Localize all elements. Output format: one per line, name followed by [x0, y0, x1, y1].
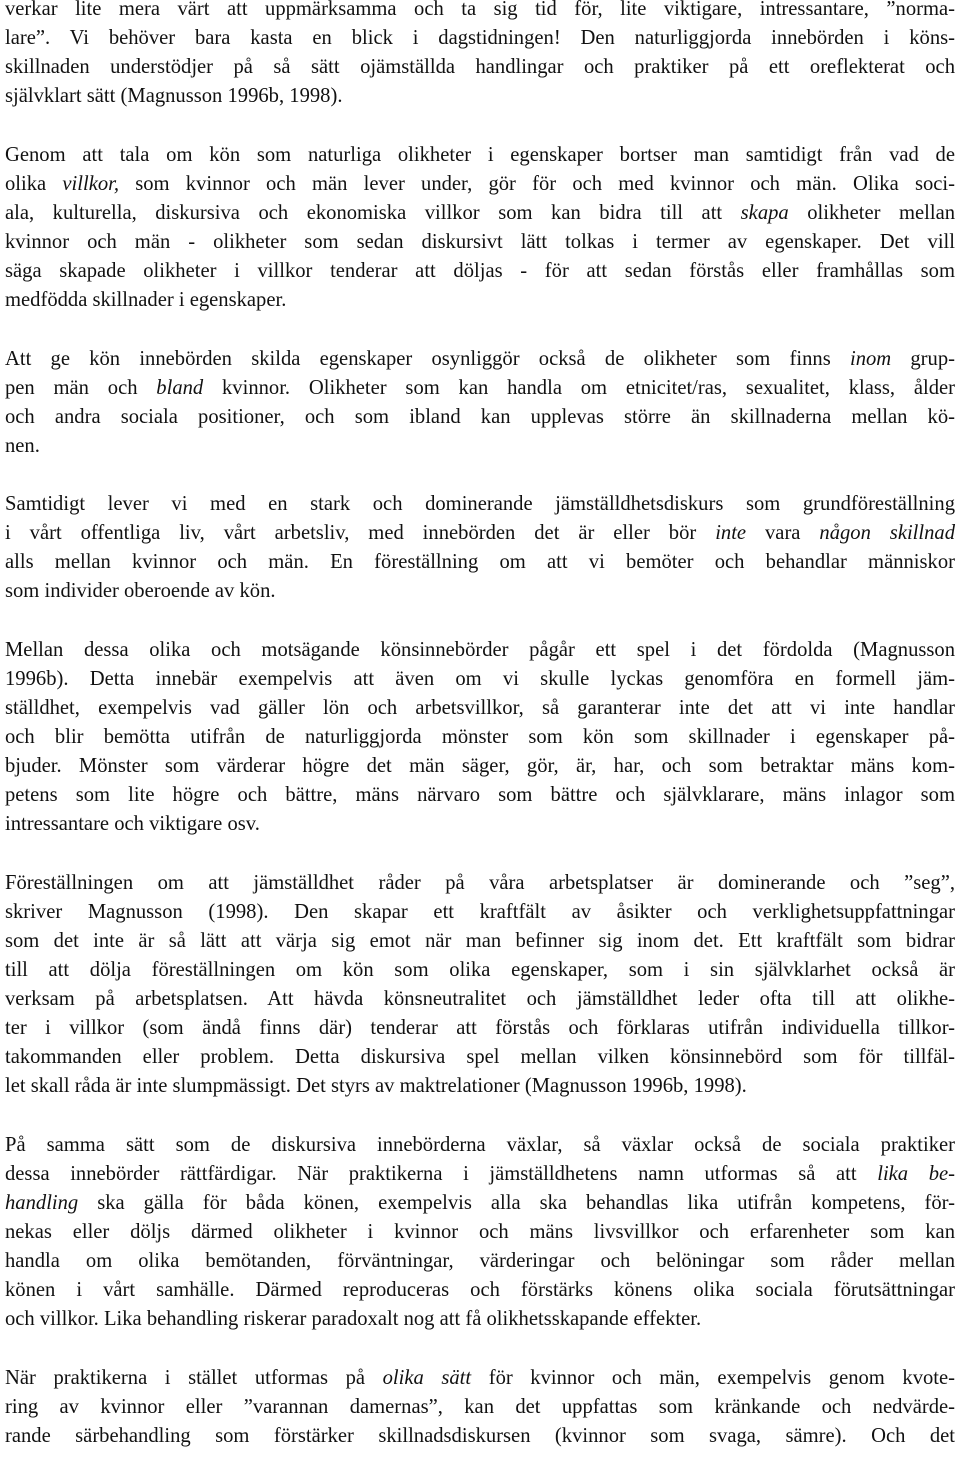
- text-line: alls mellan kvinnor och män. En föreställning om att vi bemöter och behandlar människor: [5, 551, 955, 574]
- text-line: handling ska gälla för båda könen, exempelvis alla ska behandlas lika utifrån kompetens, för-: [5, 1192, 955, 1215]
- paragraph-7: [5, 1364, 955, 1451]
- text-line: skriver Magnusson (1998). Den skapar ett kraftfält av åsikter och verklighetsuppfattningar: [5, 900, 955, 923]
- text-line: Att ge kön innebörden skilda egenskaper osynliggör också de olikheter som finns inom grup-: [5, 347, 955, 370]
- document-page: [5, 0, 955, 1480]
- paragraph-5: [5, 869, 955, 1102]
- text-line: På samma sätt som de diskursiva innebörderna växlar, så växlar också de sociala praktiker: [5, 1133, 955, 1156]
- text-line: petens som lite högre och bättre, mäns närvaro som bättre och självklarare, mäns inlagor som: [5, 784, 955, 807]
- paragraph-4: [5, 636, 955, 840]
- text-line: takommanden eller problem. Detta diskursiva spel mellan vilken könsinnebörd som för tillfäl-: [5, 1046, 955, 1069]
- paragraph-0: [5, 0, 955, 111]
- text-line: ala, kulturella, diskursiva och ekonomiska villkor som kan bidra till att skapa olikheter mellan: [5, 201, 956, 224]
- text-line: könen i vårt samhälle. Därmed reproduceras och förstärks könens olika sociala förutsättningar: [5, 1279, 955, 1302]
- text-line: olika villkor, som kvinnor och män lever under, gör för och med kvinnor och män. Olika soci-: [5, 172, 955, 195]
- text-line: lare”. Vi behöver bara kasta en blick i dagstidningen! Den naturliggjorda innebörden i köns-: [5, 27, 955, 50]
- text-line: självklart sätt (Magnusson 1996b, 1998).: [5, 85, 343, 108]
- text-line: handla om olika bemötanden, förväntningar, värderingar och belöningar som råder mellan: [5, 1250, 955, 1273]
- text-line: till att dölja föreställningen om kön som olika egenskaper, som i sin självklarhet också är: [5, 959, 955, 982]
- text-line: som det inte är så lätt att värja sig emot när man befinner sig inom det. Ett kraftfält som bidrar: [5, 930, 955, 953]
- paragraph-2: [5, 345, 955, 461]
- text-line: kvinnor och män - olikheter som sedan diskursivt lätt tolkas i termer av egenskaper. Det vill: [5, 230, 955, 253]
- text-line: Samtidigt lever vi med en stark och dominerande jämställdhetsdiskurs som grundföreställning: [5, 493, 955, 516]
- text-line: medfödda skillnader i egenskaper.: [5, 289, 287, 312]
- text-line: intressantare och viktigare osv.: [5, 813, 260, 836]
- paragraph-6: [5, 1131, 955, 1335]
- text-line: Föreställningen om att jämställdhet råder på våra arbetsplatser är dominerande och ”seg”,: [5, 871, 955, 894]
- paragraph-1: [5, 141, 955, 316]
- text-line: nen.: [5, 434, 40, 457]
- text-line: let skall råda är inte slumpmässigt. Det styrs av maktrelationer (Magnusson 1996b, 1998).: [5, 1075, 747, 1098]
- text-line: och andra sociala positioner, och som ibland kan upplevas större än skillnaderna mellan kö-: [5, 405, 955, 428]
- text-line: pen män och bland kvinnor. Olikheter som kan handla om etnicitet/ras, sexualitet, klass, ålder: [5, 376, 955, 399]
- text-line: ter i villkor (som ändå finns där) tenderar att förstås och förklaras utifrån individuella tillkor-: [5, 1017, 955, 1040]
- text-line: rande särbehandling som förstärker skillnadsdiskursen (kvinnor som svaga, sämre). Och det: [5, 1425, 955, 1448]
- text-line: säga skapade olikheter i villkor tenderar att döljas - för att sedan förstås eller framhållas som: [5, 260, 955, 283]
- text-line: och villkor. Lika behandling riskerar paradoxalt nog att få olikhetsskapande effekter.: [5, 1308, 702, 1331]
- text-line: verksam på arbetsplatsen. Att hävda könsneutralitet och jämställdhet leder ofta till att olikhe-: [5, 988, 955, 1011]
- text-line: som individer oberoende av kön.: [5, 580, 276, 603]
- paragraph-3: [5, 490, 955, 606]
- text-line: När praktikerna i stället utformas på olika sätt för kvinnor och män, exempelvis genom kvote-: [5, 1366, 956, 1389]
- text-line: verkar lite mera värt att uppmärksamma och ta sig tid för, lite viktigare, intressantare, ”norma-: [5, 0, 955, 20]
- text-line: ring av kvinnor eller ”varannan damernas”, kan det uppfattas som kränkande och nedvärde-: [5, 1395, 955, 1418]
- text-line: och blir bemötta utifrån de naturliggjorda mönster som kön som skillnader i egenskaper på-: [5, 726, 955, 749]
- text-line: dessa innebörder rättfärdigar. När praktikerna i jämställdhetens namn utformas så att lika be-: [5, 1162, 955, 1185]
- text-line: skillnaden understödjer på så sätt ojämställda handlingar och praktiker på ett oreflekterat och: [5, 56, 955, 79]
- text-line: ställdhet, exempelvis vad gäller lön och arbetsvillkor, så garanterar inte det att vi inte handlar: [5, 697, 955, 720]
- text-line: nekas eller döljs därmed olikheter i kvinnor och mäns livsvillkor och erfarenheter som kan: [5, 1221, 955, 1244]
- text-line: Mellan dessa olika och motsägande könsinnebörder pågår ett spel i det fördolda (Magnusson: [5, 638, 955, 661]
- text-line: i vårt offentliga liv, vårt arbetsliv, med innebörden det är eller bör inte vara någon skillnad: [5, 522, 956, 545]
- text-line: bjuder. Mönster som värderar högre det män säger, gör, är, har, och som betraktar mäns kom-: [5, 755, 955, 778]
- text-line: Genom att tala om kön som naturliga olikheter i egenskaper bortser man samtidigt från vad de: [5, 143, 955, 166]
- text-line: 1996b). Detta innebär exempelvis att även om vi skulle lyckas genomföra en formell jäm-: [5, 667, 955, 690]
